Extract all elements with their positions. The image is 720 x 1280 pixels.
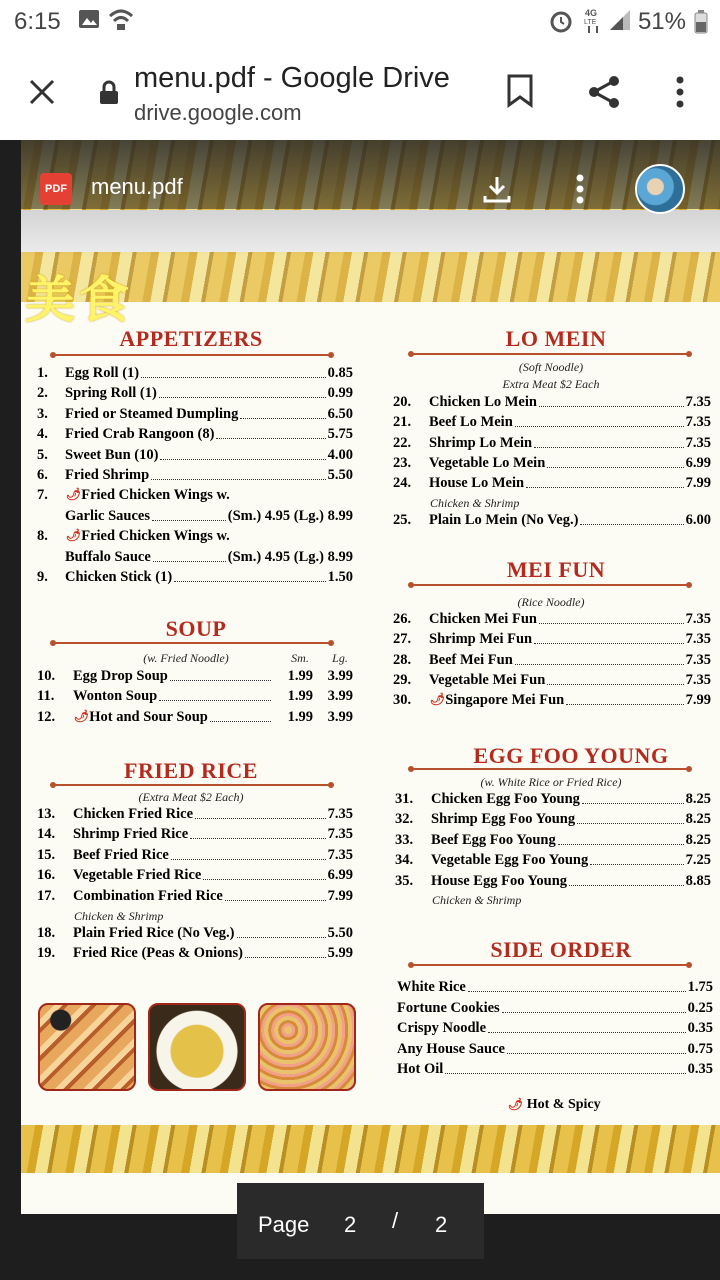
leader-dots [203, 867, 325, 880]
chili-icon: 🌶︎ [430, 692, 446, 707]
soup-sm-header: Sm. [291, 651, 309, 665]
item-number: 3. [37, 405, 48, 422]
menu-item [37, 867, 353, 884]
item-price: 7.99 [685, 692, 711, 709]
item-number: 6. [37, 467, 48, 483]
menu-item [397, 1020, 713, 1037]
item-number [37, 508, 65, 525]
pdf-file-icon: PDF [40, 173, 72, 205]
item-name: Fried or Steamed Dumpling [65, 405, 239, 422]
item-price: 1.75 [687, 979, 713, 995]
item-name: Fried Crab Rangoon (8) [65, 426, 215, 443]
item-number: 21. [393, 414, 412, 431]
item-price: 7.35 [327, 826, 353, 843]
page-label: Page [258, 1212, 310, 1237]
menu-item [397, 1041, 713, 1058]
item-price: 7.35 [685, 434, 711, 451]
item-name: Hot Oil [397, 1061, 444, 1078]
item-price: 7.99 [685, 475, 711, 492]
item-name: Buffalo Sauce [65, 548, 151, 565]
appetizers-title: APPETIZERS [119, 326, 263, 351]
wifi-icon [108, 8, 134, 37]
menu-item [393, 652, 711, 669]
item-name: Beef Egg Foo Young [431, 831, 556, 848]
item-number: 2. [37, 385, 48, 402]
alarm-icon [548, 8, 574, 39]
lo-mein-note1: (Soft Noodle) [518, 360, 584, 374]
item-name: Beef Fried Rice [73, 846, 169, 863]
mei-fun-title: MEI FUN [506, 557, 606, 582]
page-separator: / [392, 1208, 399, 1233]
bottom-banner-image [21, 1125, 720, 1173]
item-name: Chicken Mei Fun [429, 611, 537, 627]
item-name: Plain Fried Rice (No Veg.) [73, 925, 235, 941]
price-large: 3.99 [327, 708, 353, 725]
divider [53, 642, 331, 644]
menu-item [37, 365, 353, 382]
divider [411, 353, 689, 355]
soup-title: SOUP [165, 616, 227, 641]
divider [53, 784, 331, 786]
more-vert-icon[interactable] [674, 76, 686, 113]
price-small: 1.99 [287, 708, 313, 725]
item-name: Fortune Cookies [397, 999, 500, 1016]
page-url: drive.google.com [134, 100, 302, 125]
item-price: 0.35 [687, 1061, 713, 1078]
leader-dots [240, 406, 325, 419]
leader-dots [195, 806, 326, 819]
leader-dots [151, 467, 325, 480]
house-efy-sub: Chicken & Shrimp [432, 893, 522, 907]
leader-dots [569, 873, 684, 886]
leader-dots [534, 631, 684, 644]
item-price: 6.99 [327, 867, 353, 884]
item-name: Fried Shrimp [65, 467, 150, 483]
combination-sub: Chicken & Shrimp [74, 909, 164, 923]
menu-item [37, 447, 353, 464]
item-price: 5.50 [327, 925, 353, 941]
svg-text:4G: 4G [585, 8, 598, 18]
item-name: White Rice [397, 979, 466, 995]
download-icon[interactable] [482, 174, 512, 209]
item-price: 7.35 [327, 846, 353, 863]
menu-item [397, 979, 713, 996]
item-number: 24. [393, 475, 412, 492]
divider [411, 584, 689, 586]
item-price: 7.35 [327, 806, 353, 822]
soup-note: (w. Fried Noodle) [143, 651, 229, 665]
item-name: Combination Fried Rice [73, 887, 223, 904]
leader-dots [534, 435, 684, 448]
menu-item [393, 435, 711, 452]
status-time: 6:15 [14, 8, 61, 35]
item-number: 29. [393, 671, 412, 688]
item-number: 10. [37, 668, 56, 684]
item-name: Vegetable Egg Foo Young [431, 852, 589, 869]
item-number: 26. [393, 611, 412, 627]
menu-item [37, 467, 353, 484]
menu-item [37, 826, 353, 843]
leader-dots [152, 508, 226, 521]
leader-dots [153, 549, 226, 562]
item-price: 7.35 [685, 394, 711, 410]
signal-icon [608, 8, 632, 37]
menu-item [37, 688, 353, 705]
leader-dots [547, 672, 683, 685]
item-price: 5.50 [327, 467, 353, 483]
leader-dots [190, 826, 325, 839]
price-small: 1.99 [287, 688, 313, 705]
item-price: (Sm.) 4.95 (Lg.) 8.99 [227, 507, 353, 524]
item-number: 8. [37, 528, 48, 545]
browser-toolbar [0, 44, 720, 140]
leader-dots [515, 652, 684, 665]
pdf-viewer[interactable] [0, 140, 720, 1280]
item-price: 5.75 [327, 426, 353, 443]
leader-dots [547, 455, 683, 468]
chili-icon: 🌶︎ [66, 528, 82, 543]
item-name: Spring Roll (1) [65, 385, 157, 402]
item-name: Shrimp Lo Mein [429, 434, 533, 451]
menu-item [393, 631, 711, 648]
item-name: Chicken Fried Rice [73, 806, 194, 822]
menu-item [393, 394, 711, 411]
leader-dots [577, 811, 684, 824]
item-price: (Sm.) 4.95 (Lg.) 8.99 [227, 548, 353, 565]
item-name: Sweet Bun (10) [65, 446, 159, 463]
divider [53, 354, 331, 356]
header-shadow [21, 210, 720, 255]
item-name: Fried Chicken Wings w. [81, 487, 230, 504]
leader-dots [174, 569, 325, 582]
item-number: 30. [393, 692, 412, 709]
gallery-icon [78, 8, 100, 35]
leader-dots [171, 847, 326, 860]
chili-icon: 🌶︎ [508, 1097, 524, 1111]
fried-rice-title: FRIED RICE [124, 758, 258, 783]
item-number: 25. [393, 512, 412, 528]
page-total: 2 [435, 1212, 448, 1237]
item-price: 7.35 [685, 414, 711, 431]
item-name: House Lo Mein [429, 475, 525, 492]
item-number: 11. [37, 688, 55, 705]
menu-item [393, 455, 711, 472]
leader-dots [159, 385, 326, 398]
lte-icon [583, 6, 603, 39]
menu-item [37, 406, 353, 423]
item-name: Chicken Egg Foo Young [431, 791, 580, 807]
divider [411, 768, 689, 770]
bookmark-icon[interactable] [506, 74, 534, 113]
battery-icon [694, 10, 708, 39]
egg-roll-photo [38, 1003, 136, 1091]
item-number: 17. [37, 887, 56, 904]
menu-item [393, 475, 711, 492]
item-number: 4. [37, 426, 48, 443]
leader-dots [159, 688, 271, 701]
leader-dots [515, 414, 684, 427]
leader-dots [245, 945, 326, 958]
egg-foo-young-title: EGG FOO YOUNG [473, 743, 669, 768]
svg-text:LTE: LTE [584, 19, 597, 26]
menu-item [395, 852, 711, 869]
menu-item [37, 549, 353, 566]
menu-item [393, 414, 711, 431]
item-name: Chicken Stick (1) [65, 569, 173, 585]
item-number: 18. [37, 925, 56, 941]
item-price: 7.35 [685, 671, 711, 688]
page-current: 2 [344, 1212, 357, 1237]
item-number: 35. [395, 872, 414, 889]
item-price: 6.99 [685, 454, 711, 471]
item-number [37, 549, 65, 566]
fried-rice-photo [258, 1003, 356, 1091]
leader-dots [170, 668, 271, 681]
leader-dots [225, 888, 326, 901]
item-number: 34. [395, 852, 414, 869]
item-price: 0.25 [687, 999, 713, 1016]
item-number: 13. [37, 806, 56, 822]
item-name: Vegetable Mei Fun [429, 671, 546, 688]
chili-icon: 🌶︎ [74, 708, 90, 723]
battery-percent: 51% [637, 8, 686, 35]
price-large: 3.99 [327, 688, 353, 705]
soup-photo [148, 1003, 246, 1091]
item-price: 7.99 [327, 887, 353, 904]
leader-dots [141, 365, 326, 378]
menu-item [37, 385, 353, 402]
item-number: 19. [37, 945, 56, 962]
item-name: Beef Mei Fun [429, 651, 513, 668]
menu-item [397, 1000, 713, 1017]
page-indicator [237, 1183, 484, 1259]
item-price: 8.25 [685, 811, 711, 828]
account-avatar[interactable] [635, 164, 685, 214]
egg-foo-young-note: (w. White Rice or Fried Rice) [480, 775, 622, 789]
menu-item [37, 426, 353, 443]
leader-dots [580, 512, 683, 525]
item-price: 5.99 [327, 945, 353, 962]
item-name: Garlic Sauces [65, 507, 150, 524]
item-name: Shrimp Mei Fun [429, 631, 533, 648]
page-title: menu.pdf - Google Drive [134, 62, 450, 94]
leader-dots [160, 447, 325, 460]
item-name: Plain Lo Mein (No Veg.) [429, 512, 579, 528]
lock-icon[interactable] [98, 80, 120, 111]
item-number: 16. [37, 867, 56, 884]
price-large: 3.99 [327, 668, 353, 684]
chili-icon: 🌶︎ [66, 487, 82, 502]
menu-item [37, 806, 353, 823]
item-price: 7.35 [685, 611, 711, 627]
item-name: Shrimp Egg Foo Young [431, 811, 576, 828]
fried-rice-note: (Extra Meat $2 Each) [138, 790, 244, 804]
side-order-title: SIDE ORDER [490, 937, 632, 962]
item-price: 6.50 [327, 405, 353, 422]
item-price: 7.25 [685, 852, 711, 869]
item-number: 7. [37, 487, 48, 504]
leader-dots [582, 791, 684, 804]
soup-lg-header: Lg. [332, 651, 348, 665]
close-icon[interactable] [28, 78, 56, 111]
more-vert-icon[interactable] [575, 174, 585, 209]
item-name: Fried Rice (Peas & Onions) [73, 945, 243, 962]
leader-dots [468, 979, 686, 992]
menu-item [37, 945, 353, 962]
menu-item [37, 847, 353, 864]
leader-dots [539, 394, 684, 407]
menu-item [37, 709, 353, 726]
house-lo-mein-sub: Chicken & Shrimp [430, 496, 520, 510]
item-price: 8.25 [685, 831, 711, 848]
item-price: 1.50 [327, 569, 353, 585]
item-price: 0.75 [687, 1040, 713, 1057]
item-price: 7.35 [685, 631, 711, 648]
menu-item [395, 791, 711, 808]
item-price: 0.99 [327, 385, 353, 402]
item-price: 7.35 [685, 651, 711, 668]
menu-item [395, 811, 711, 828]
item-number: 33. [395, 831, 414, 848]
leader-dots [526, 475, 684, 488]
legend-label: Hot & Spicy [526, 1097, 601, 1112]
item-number: 5. [37, 446, 48, 463]
item-number: 9. [37, 569, 48, 585]
item-price: 6.00 [685, 512, 711, 528]
menu-item [37, 508, 353, 525]
item-number: 15. [37, 846, 56, 863]
menu-item [395, 832, 711, 849]
menu-item [37, 528, 353, 545]
drive-header [21, 140, 720, 209]
item-name: Beef Lo Mein [429, 414, 513, 431]
menu-item [395, 873, 711, 890]
leader-dots [507, 1041, 686, 1054]
menu-item [37, 569, 353, 586]
item-name: Fried Chicken Wings w. [81, 528, 230, 545]
item-name: Singapore Mei Fun [445, 692, 565, 709]
item-number: 31. [395, 791, 414, 807]
item-number: 28. [393, 651, 412, 668]
item-price: 8.25 [685, 791, 711, 807]
leader-dots [445, 1061, 685, 1074]
item-price: 4.00 [327, 446, 353, 463]
item-name: Chicken Lo Mein [429, 394, 537, 410]
leader-dots [216, 426, 325, 439]
menu-item [37, 925, 353, 942]
item-name: Hot and Sour Soup [89, 708, 208, 725]
item-number: 22. [393, 434, 412, 451]
item-name: House Egg Foo Young [431, 872, 568, 889]
item-name: Any House Sauce [397, 1040, 505, 1057]
divider [411, 964, 689, 966]
item-number: 20. [393, 394, 412, 410]
item-number: 32. [395, 811, 414, 828]
mei-fun-note: (Rice Noodle) [517, 595, 585, 609]
menu-item [37, 668, 353, 685]
leader-dots [237, 925, 326, 938]
leader-dots [210, 709, 271, 722]
drive-file-name: menu.pdf [91, 174, 183, 199]
menu-item [393, 692, 711, 709]
leader-dots [502, 1000, 686, 1013]
menu-item [393, 611, 711, 628]
status-bar [0, 0, 720, 44]
legend [507, 1097, 601, 1113]
item-number: 1. [37, 365, 48, 381]
menu-item [393, 512, 711, 529]
item-name: Crispy Noodle [397, 1020, 487, 1037]
leader-dots [488, 1020, 686, 1033]
price-small: 1.99 [287, 668, 313, 684]
item-number: 27. [393, 631, 412, 648]
item-number: 12. [37, 708, 56, 725]
chinese-title: 美食 [25, 270, 133, 329]
lo-mein-note2: Extra Meat $2 Each [502, 377, 600, 391]
share-icon[interactable] [586, 74, 622, 115]
item-name: Egg Roll (1) [65, 365, 140, 381]
leader-dots [590, 852, 683, 865]
item-name: Vegetable Lo Mein [429, 454, 546, 471]
menu-item [397, 1061, 713, 1078]
item-name: Vegetable Fried Rice [73, 867, 202, 884]
item-number: 14. [37, 826, 56, 843]
leader-dots [566, 692, 683, 705]
item-name: Egg Drop Soup [73, 668, 168, 684]
lo-mein-title: LO MEIN [505, 326, 607, 351]
item-price: 0.85 [327, 365, 353, 381]
item-name: Shrimp Fried Rice [73, 826, 189, 843]
menu-item [37, 487, 353, 504]
item-price: 8.85 [685, 872, 711, 889]
menu-item [37, 888, 353, 905]
leader-dots [539, 611, 684, 624]
leader-dots [558, 832, 684, 845]
item-number: 23. [393, 454, 412, 471]
pdf-page[interactable] [21, 140, 720, 1214]
item-name: Wonton Soup [73, 688, 158, 705]
item-price: 0.35 [687, 1020, 713, 1037]
menu-item [393, 672, 711, 689]
